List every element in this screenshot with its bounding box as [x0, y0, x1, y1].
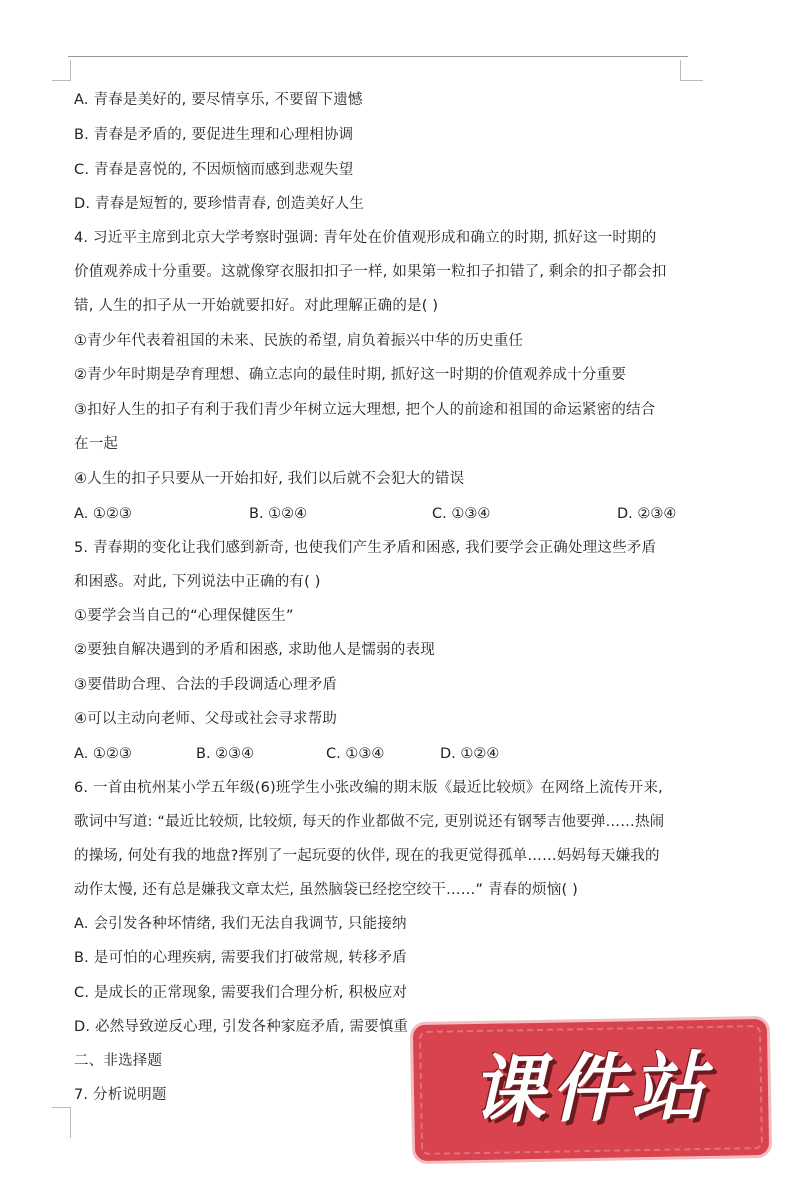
q4-option-d: D. ②③④: [617, 506, 677, 522]
q6-option-c: C. 是成长的正常现象, 需要我们合理分析, 积极应对: [74, 985, 408, 1001]
q4-option-c: C. ①③④: [432, 506, 491, 522]
q6-option-d: D. 必然导致逆反心理, 引发各种家庭矛盾, 需要慎重: [74, 1019, 409, 1035]
q5-option-c: C. ①③④: [326, 746, 385, 762]
q6-stem-line-2: 歌词中写道: “最近比较烦, 比较烦, 每天的作业都做不完, 更别说还有钢琴吉他要弹……热闹: [74, 814, 665, 830]
q6-option-b: B. 是可怕的心理疾病, 需要我们打破常规, 转移矛盾: [74, 950, 408, 966]
q4-item-3-cont: 在一起: [74, 436, 119, 452]
q7-title: 7. 分析说明题: [74, 1087, 167, 1103]
q5-item-3: ③要借助合理、合法的手段调适心理矛盾: [74, 677, 338, 693]
q4-item-2: ②青少年时期是孕育理想、确立志向的最佳时期, 抓好这一时期的价值观养成十分重要: [74, 367, 627, 383]
q5-stem-line-1: 5. 青春期的变化让我们感到新奇, 也使我们产生矛盾和困惑, 我们要学会正确处理这些矛盾: [74, 540, 657, 556]
corner-mark-bottom-left: [52, 1107, 71, 1138]
q4-stem-line-1: 4. 习近平主席到北京大学考察时强调: 青年处在价值观形成和确立的时期, 抓好这一时期的: [74, 230, 657, 246]
corner-mark-top-right: [680, 60, 703, 81]
q4-stem-line-2: 价值观养成十分重要。这就像穿衣服扣扣子一样, 如果第一粒扣子扣错了, 剩余的扣子都会扣: [74, 264, 667, 280]
q6-stem-line-3: 的操场, 何处有我的地盘?挥别了一起玩耍的伙伴, 现在的我更觉得孤单……妈妈每天嫌我的: [74, 848, 660, 864]
q4-stem-line-3: 错, 人生的扣子从一开始就要扣好。对此理解正确的是( ): [74, 298, 439, 314]
q6-option-a: A. 会引发各种坏情绪, 我们无法自我调节, 只能接纳: [74, 916, 407, 932]
q6-stem-line-1: 6. 一首由杭州某小学五年级(6)班学生小张改编的期末版《最近比较烦》在网络上流传开来,: [74, 780, 663, 796]
q3-option-c: C. 青春是喜悦的, 不因烦恼而感到悲观失望: [74, 162, 354, 178]
q5-item-4: ④可以主动向老师、父母或社会寻求帮助: [74, 711, 338, 727]
q5-stem-line-2: 和困惑。对此, 下列说法中正确的有( ): [74, 574, 321, 590]
watermark-logo-text: 课件站: [470, 1043, 712, 1135]
section-2-title: 二、非选择题: [74, 1053, 163, 1069]
q3-option-b: B. 青春是矛盾的, 要促进生理和心理相协调: [74, 127, 354, 143]
q4-option-a: A. ①②③: [74, 506, 132, 522]
q4-option-b: B. ①②④: [249, 506, 308, 522]
watermark-stamp: [413, 1019, 769, 1161]
q6-stem-line-4: 动作太慢, 还有总是嫌我文章太烂, 虽然脑袋已经挖空绞干……” 青春的烦恼( ): [74, 882, 578, 898]
q5-option-d: D. ①②④: [440, 746, 500, 762]
q5-item-2: ②要独自解决遇到的矛盾和困惑, 求助他人是懦弱的表现: [74, 642, 435, 658]
q5-option-a: A. ①②③: [74, 746, 132, 762]
q4-item-1: ①青少年代表着祖国的未来、民族的希望, 肩负着振兴中华的历史重任: [74, 333, 524, 349]
q5-option-b: B. ②③④: [196, 746, 255, 762]
q3-option-d: D. 青春是短暂的, 要珍惜青春, 创造美好人生: [74, 196, 365, 212]
q3-option-a: A. 青春是美好的, 要尽情享乐, 不要留下遗憾: [74, 92, 363, 108]
page-header-rule: [68, 56, 688, 57]
q4-item-4: ④人生的扣子只要从一开始扣好, 我们以后就不会犯大的错误: [74, 471, 465, 487]
q4-item-3: ③扣好人生的扣子有利于我们青少年树立远大理想, 把个人的前途和祖国的命运紧密的结合: [74, 402, 656, 418]
q5-item-1: ①要学会当自己的“心理保健医生”: [74, 608, 294, 624]
corner-mark-top-left: [52, 60, 71, 81]
